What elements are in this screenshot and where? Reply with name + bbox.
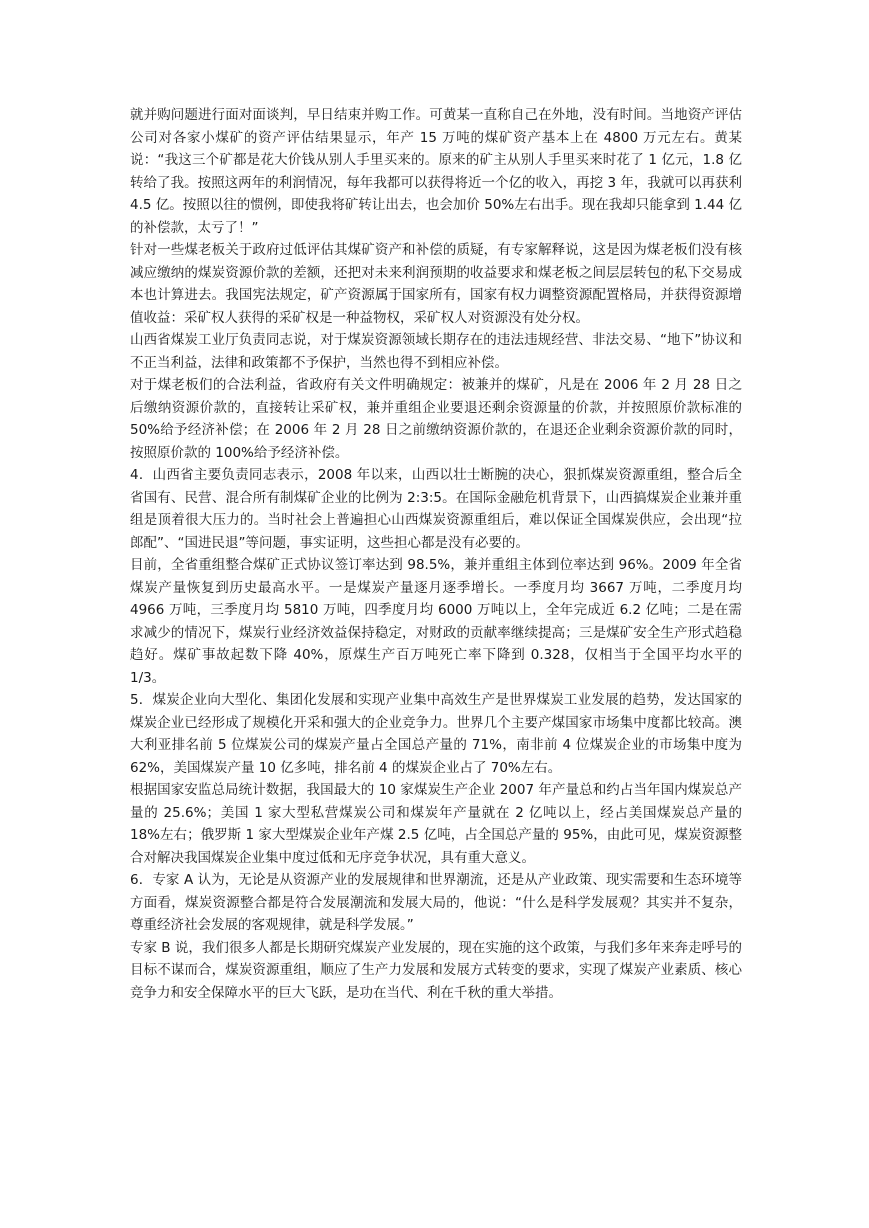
paragraph-9: 6．专家 A 认为，无论是从资源产业的发展规律和世界潮流，还是从产业政策、现实需要和生态环境等方面看，煤炭资源整合都是符合发展潮流和发展大局的，他说：“什么是科学发展观？其实并不复杂，尊重经济社会发展的客观规律，就是科学发展。” [130,872,742,933]
paragraph-2: 针对一些煤老板关于政府过低评估其煤矿资产和补偿的质疑，有专家解释说，这是因为煤老板们没有核减应缴纳的煤炭资源价款的差额，还把对未来利润预期的收益要求和煤老板之间层层转包的私下交易成本也计算进去。我国宪法规定，矿产资源属于国家所有，国家有权力调整资源配置格局，并获得资源增值收益：采矿权人获得的采矿权是一种益物权，采矿权人对资源没有处分权。 [130,242,742,326]
paragraph-5: 4．山西省主要负责同志表示，2008 年以来，山西以壮士断腕的决心，狠抓煤炭资源重组，整合后全省国有、民营、混合所有制煤矿企业的比例为 2:3:5。在国际金融危机背景下，山西搞煤炭企业兼并重组是顶着很大压力的。当时社会上普遍担心山西煤炭资源重组后，难以保证全国煤炭供应，会出现“拉郎配”、“国进民退”等问题，事实证明，这些担心都是没有必要的。 [130,467,742,551]
paragraph-8: 根据国家安监总局统计数据，我国最大的 10 家煤炭生产企业 2007 年产量总和约占当年国内煤炭总产量的 25.6%；美国 1 家大型私营煤炭公司和煤炭年产量就在 2 亿吨以上，经占美国煤炭总产量的 18%左右；俄罗斯 1 家大型煤炭企业年产煤 2.5 亿吨，占全国总产量的 95%，由此可见，煤炭资源整合对解决我国煤炭企业集中度过低和无序竞争状况，具有重大意义。 [130,782,742,866]
paragraph-3: 山西省煤炭工业厅负责同志说，对于煤炭资源领域长期存在的违法违规经营、非法交易、“地下”协议和不正当利益，法律和政策都不予保护，当然也得不到相应补偿。 [130,332,742,371]
paragraph-6: 目前，全省重组整合煤矿正式协议签订率达到 98.5%，兼并重组主体到位率达到 96%。2009 年全省煤炭产量恢复到历史最高水平。一是煤炭产量逐月逐季增长。一季度月均 3667 万吨，二季度月均 4966 万吨，三季度月均 5810 万吨，四季度月均 6000 万吨以上，全年完成近 6.2 亿吨；二是在需求减少的情况下，煤炭行业经济效益保持稳定，对财政的贡献率继续提高；三是煤矿安全生产形式趋稳趋好。煤矿事故起数下降 40%，原煤生产百万吨死亡率下降到 0.328，仅相当于全国平均水平的 1/3。 [130,557,742,686]
paragraph-1: 就并购问题进行面对面谈判，早日结束并购工作。可黄某一直称自己在外地，没有时间。当地资产评估公司对各家小煤矿的资产评估结果显示，年产 15 万吨的煤矿资产基本上在 4800 万元左右。黄某说：“我这三个矿都是花大价钱从别人手里买来的。原来的矿主从别人手里买来时花了 1 亿元，1.8 亿转给了我。按照这两年的利润情况，每年我都可以获得将近一个亿的收入，再挖 3 年，我就可以再获利 4.5 亿。按照以往的惯例，即使我将矿转让出去，也会加价 50%左右出手。现在我却只能拿到 1.44 亿的补偿款，太亏了！” [130,107,742,236]
paragraph-7: 5．煤炭企业向大型化、集团化发展和实现产业集中高效生产是世界煤炭工业发展的趋势，发达国家的煤炭企业已经形成了规模化开采和强大的企业竞争力。世界几个主要产煤国家市场集中度都比较高。澳大利亚排名前 5 位煤炭公司的煤炭产量占全国总产量的 71%，南非前 4 位煤炭企业的市场集中度为 62%，美国煤炭产量 10 亿多吨，排名前 4 的煤炭企业占了 70%左右。 [130,692,742,776]
paragraph-10: 专家 B 说，我们很多人都是长期研究煤炭产业发展的，现在实施的这个政策，与我们多年来奔走呼号的目标不谋而合，煤炭资源重组，顺应了生产力发展和发展方式转变的要求，实现了煤炭产业素质、核心竞争力和安全保障水平的巨大飞跃，是功在当代、利在千秋的重大举措。 [130,939,742,1001]
document-body [130,104,742,1004]
paragraph-4: 对于煤老板们的合法利益，省政府有关文件明确规定：被兼并的煤矿，凡是在 2006 年 2 月 28 日之后缴纳资源价款的，直接转让采矿权，兼并重组企业要退还剩余资源量的价款，并按照原价款标准的 50%给予经济补偿；在 2006 年 2 月 28 日之前缴纳资源价款的，在退还企业剩余资源价款的同时，按照原价款的 100%给予经济补偿。 [130,377,742,461]
